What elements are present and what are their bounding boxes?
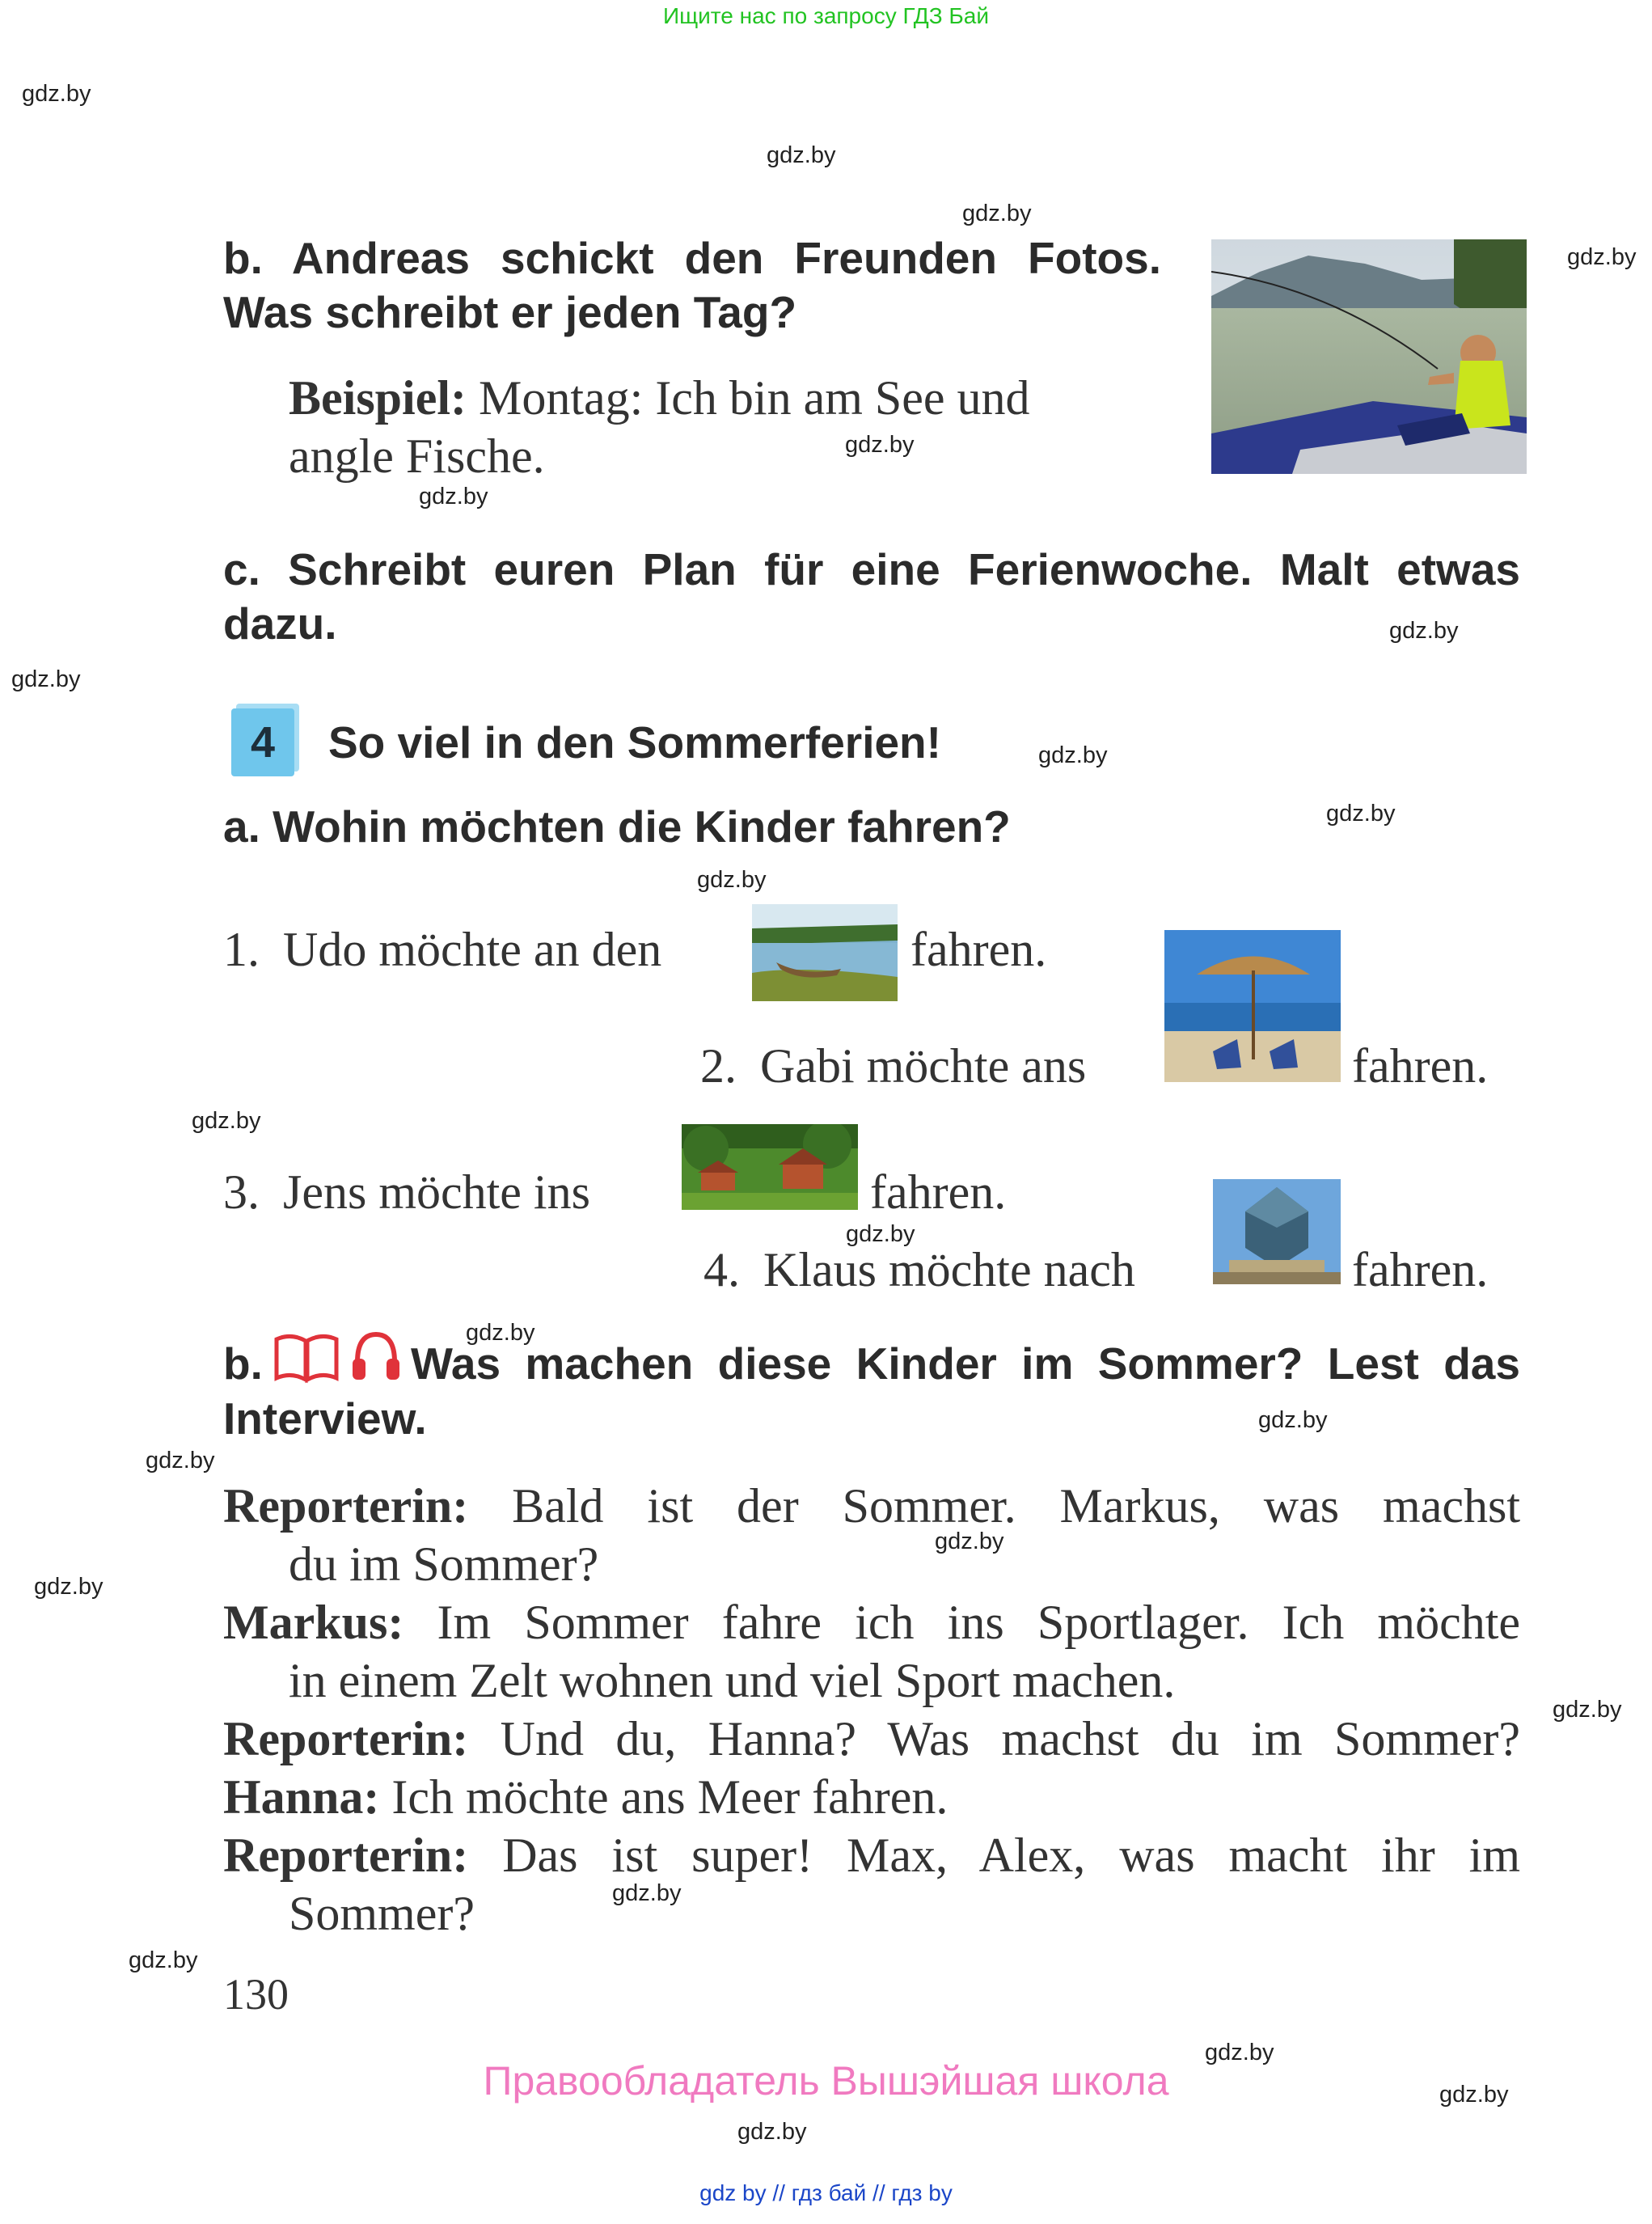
watermark: gdz.by — [1553, 1697, 1622, 1723]
speaker: Reporterin: — [223, 1712, 469, 1765]
item-4-text — [703, 1241, 1135, 1299]
item-4-after: fahren. — [1352, 1243, 1489, 1296]
watermark: gdz.by — [846, 1221, 915, 1247]
watermark: gdz.by — [1038, 742, 1108, 768]
interview-line — [223, 1477, 1520, 1535]
speech: Bald ist der Sommer. Markus, was machst — [512, 1479, 1520, 1533]
section-b-heading-line2: Was schreibt er jeden Tag? — [223, 287, 797, 337]
item-before: Jens möchte ins — [283, 1165, 590, 1219]
watermark: gdz.by — [612, 1880, 682, 1906]
speech: Ich möchte ans Meer fahren. — [391, 1770, 949, 1824]
watermark: gdz.by — [11, 666, 81, 692]
watermark: gdz.by — [419, 484, 488, 509]
example-text: Montag: Ich bin am See und — [479, 371, 1030, 425]
watermark: gdz.by — [767, 142, 836, 168]
sea-beach-picture — [1164, 930, 1341, 1082]
section-c-line1: c. Schreibt euren Plan für eine Ferienwoche. Malt etwas — [223, 544, 1520, 594]
village-picture — [682, 1124, 858, 1210]
watermark: gdz.by — [1389, 618, 1459, 644]
watermark: gdz.by — [34, 1574, 104, 1600]
interview-continuation: in einem Zelt wohnen und viel Sport machen. — [289, 1654, 1176, 1707]
example-line2: angle Fische. — [289, 429, 545, 483]
section-b-heading-line1: b. Andreas schickt den Freunden Fotos. — [223, 233, 1161, 283]
copyright-owner: Правообладатель Вышэйшая школа — [483, 2058, 1169, 2103]
book-icon — [272, 1331, 341, 1385]
item-before: Udo möchte an den — [283, 923, 662, 976]
interview-continuation: Sommer? — [289, 1887, 475, 1940]
speech: Das ist super! Max, Alex, was macht ihr im — [502, 1829, 1521, 1882]
page-number: 130 — [223, 1970, 289, 2019]
part-b-prefix: b. — [223, 1338, 263, 1389]
headphones-icon — [351, 1330, 401, 1383]
item-2-text — [700, 1037, 1086, 1095]
watermark: gdz.by — [845, 432, 915, 458]
part-b-line1: Was machen diese Kinder im Sommer? Lest das — [411, 1338, 1520, 1389]
item-1-after: fahren. — [911, 923, 1047, 976]
watermark: gdz.by — [466, 1320, 535, 1346]
part-a-heading: a. Wohin möchten die Kinder fahren? — [223, 801, 1011, 852]
speaker: Reporterin: — [223, 1829, 469, 1882]
item-number: 1. — [223, 923, 260, 976]
watermark: gdz.by — [1205, 2040, 1274, 2065]
item-number: 3. — [223, 1165, 260, 1219]
interview-continuation: du im Sommer? — [289, 1537, 599, 1591]
example-line1 — [289, 369, 1030, 427]
footer-links[interactable]: gdz by // гдз бай // гдз by — [699, 2180, 953, 2205]
example-label: Beispiel: — [289, 371, 467, 425]
watermark: gdz.by — [1326, 801, 1396, 827]
fishing-photo — [1211, 239, 1527, 474]
interview-line — [223, 1826, 1520, 1884]
interview-line — [223, 1710, 1520, 1768]
speaker: Markus: — [223, 1596, 404, 1649]
watermark: gdz.by — [22, 81, 91, 107]
speaker: Hanna: — [223, 1770, 380, 1824]
item-3-text — [223, 1163, 590, 1221]
speaker: Reporterin: — [223, 1479, 469, 1533]
watermark: gdz.by — [192, 1108, 261, 1134]
speech: Im Sommer fahre ich ins Sportlager. Ich möchte — [437, 1596, 1520, 1649]
minsk-library-picture — [1213, 1179, 1341, 1284]
part-b-line2: Interview. — [223, 1393, 427, 1444]
item-number: 4. — [703, 1243, 740, 1296]
watermark: gdz.by — [935, 1528, 1004, 1554]
item-2-after: fahren. — [1352, 1039, 1489, 1093]
watermark: gdz.by — [962, 201, 1032, 226]
watermark: gdz.by — [1567, 244, 1637, 270]
item-before: Klaus möchte nach — [763, 1243, 1135, 1296]
interview-line — [223, 1593, 1520, 1651]
lake-picture — [752, 904, 898, 1001]
watermark: gdz.by — [1258, 1407, 1328, 1433]
watermark: gdz.by — [697, 867, 767, 893]
watermark: gdz.by — [737, 2119, 807, 2145]
exercise-title: So viel in den Sommerferien! — [328, 717, 941, 767]
speech: Und du, Hanna? Was machst du im Sommer? — [500, 1712, 1520, 1765]
watermark: gdz.by — [1439, 2082, 1509, 2108]
item-3-after: fahren. — [870, 1165, 1007, 1219]
watermark: gdz.by — [129, 1947, 198, 1973]
exercise-number-badge: 4 — [231, 708, 294, 776]
top-banner: Ищите нас по запросу ГДЗ Бай — [662, 3, 990, 28]
item-1-text — [223, 920, 661, 979]
item-before: Gabi möchte ans — [760, 1039, 1087, 1093]
item-number: 2. — [700, 1039, 737, 1093]
interview-line — [223, 1768, 948, 1826]
section-c-line2: dazu. — [223, 598, 337, 649]
watermark: gdz.by — [146, 1448, 215, 1474]
